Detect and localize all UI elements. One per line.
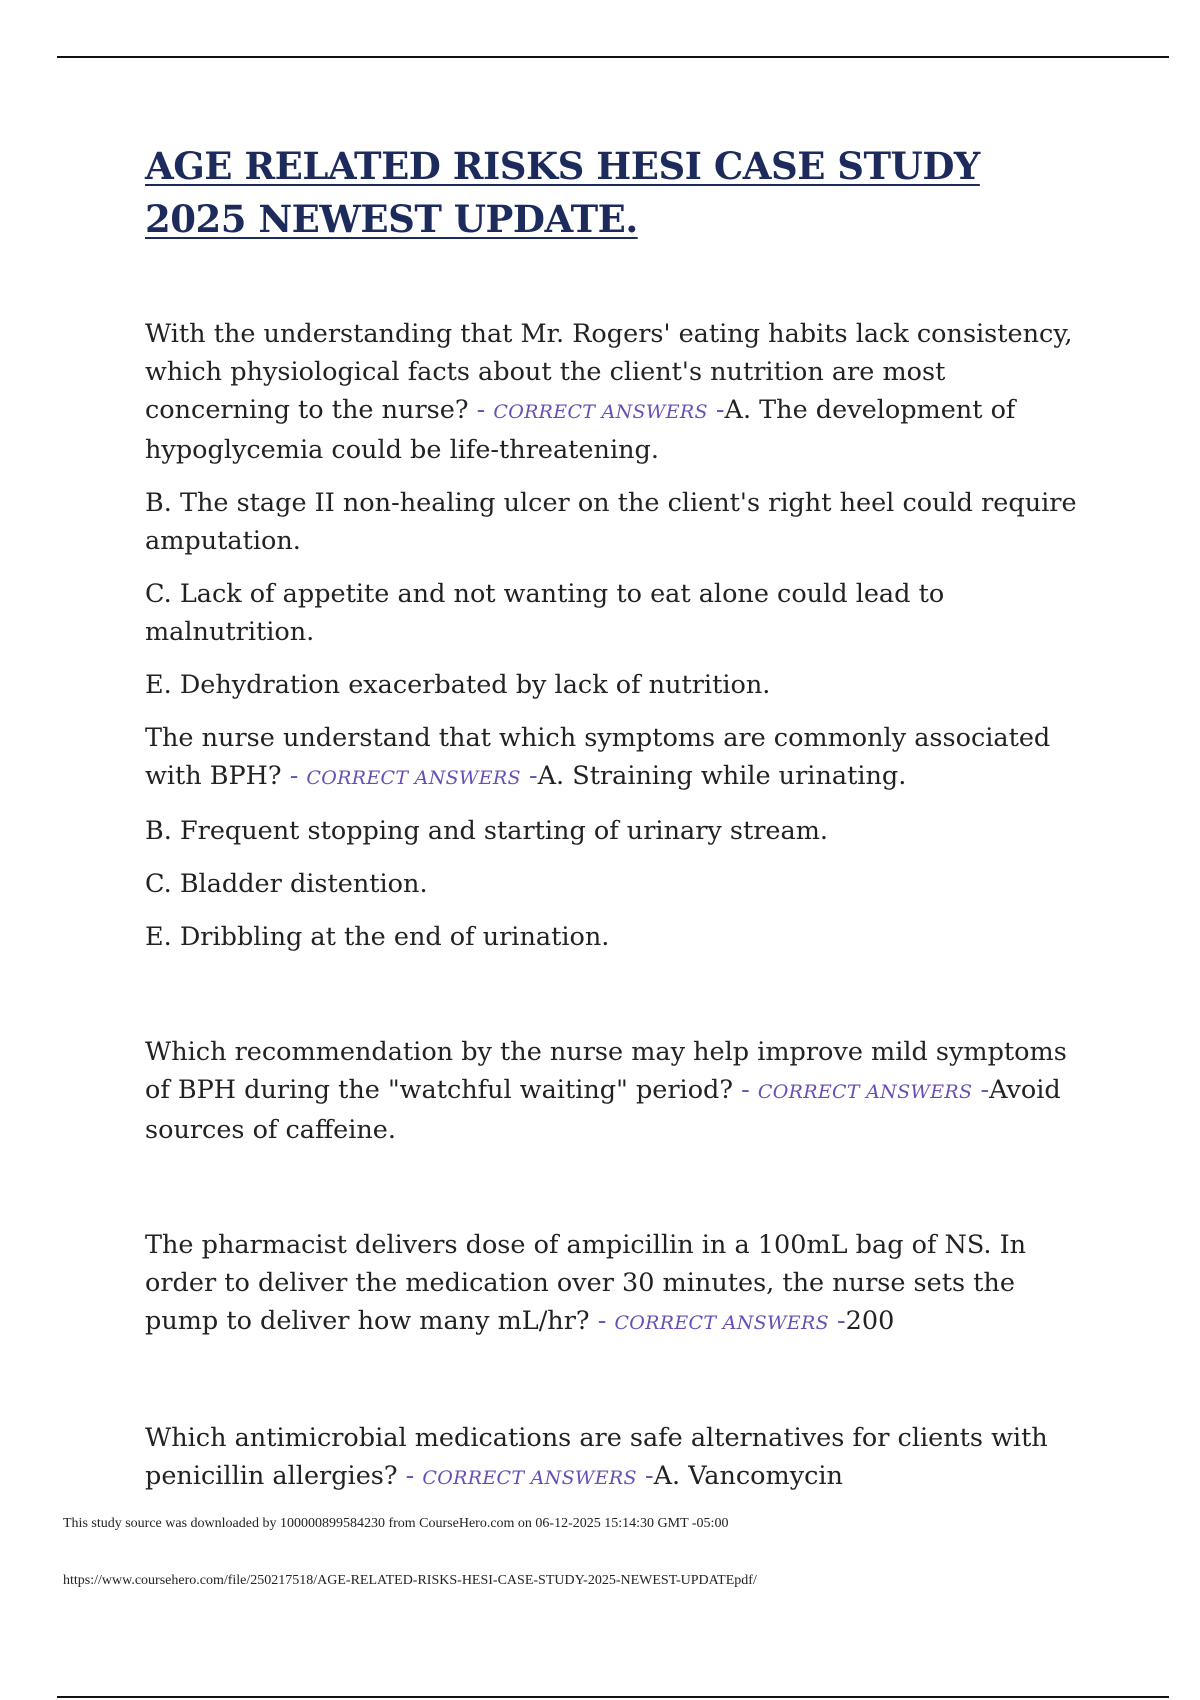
question-text: The nurse understand that which symptoms are commonly associated with BPH? (145, 723, 1051, 791)
answer-text: A. Vancomycin (653, 1461, 843, 1491)
answer-text: A. Straining while urinating. (537, 761, 907, 791)
correct-answers-marker: CORRECT ANSWERS (306, 767, 521, 789)
answer-option: C. Bladder distention. (145, 869, 428, 899)
answer-option: B. The stage II non-healing ulcer on the client's right heel could require amputation. (145, 488, 1077, 556)
question-2: The nurse understand that which symptoms are commonly associated with BPH? - CORRECT ANSWERS -A. Straining while urinating. (145, 723, 1051, 791)
correct-answers-marker: CORRECT ANSWERS (422, 1467, 637, 1489)
answer-text: A. The development of hypoglycemia could be life-threatening. (145, 395, 1016, 465)
answer-option: E. Dehydration exacerbated by lack of nutrition. (145, 670, 771, 700)
document-body (145, 315, 1095, 1497)
question-3: Which recommendation by the nurse may help improve mild symptoms of BPH during the "watchful waiting" period? - CORRECT ANSWERS -Avoid sources of caffeine. (145, 1037, 1067, 1145)
question-text: Which antimicrobial medications are safe alternatives for clients with penicillin allergies? (145, 1423, 1048, 1491)
question-text: Which recommendation by the nurse may help improve mild symptoms of BPH during the "watchful waiting" period? (145, 1037, 1067, 1105)
top-rule (57, 56, 1169, 58)
answer-text: Avoid sources of caffeine. (145, 1075, 1061, 1145)
correct-answers-marker: CORRECT ANSWERS (757, 1081, 973, 1103)
correct-answers-marker: CORRECT ANSWERS (614, 1312, 829, 1334)
download-notice: This study source was downloaded by 100000899584230 from CourseHero.com on 06-12-2025 15:14:30 GMT -05:00 (63, 1516, 729, 1531)
source-url[interactable]: https://www.coursehero.com/file/250217518/AGE-RELATED-RISKS-HESI-CASE-STUDY-2025-NEWEST-UPDATEpdf/ (63, 1573, 757, 1588)
answer-text: 200 (845, 1306, 895, 1336)
question-text: The pharmacist delivers dose of ampicillin in a 100mL bag of NS. In order to deliver the medication over 30 minutes, the nurse sets the pump to deliver how many mL/hr? (145, 1230, 1027, 1336)
question-4: The pharmacist delivers dose of ampicillin in a 100mL bag of NS. In order to deliver the medication over 30 minutes, the nurse sets the pump to deliver how many mL/hr? - CORRECT ANSWERS -200 (145, 1230, 1027, 1336)
answer-option: C. Lack of appetite and not wanting to eat alone could lead to malnutrition. (145, 579, 945, 647)
correct-answers-marker: CORRECT ANSWERS (493, 401, 708, 423)
question-5: Which antimicrobial medications are safe alternatives for clients with penicillin allergies? - CORRECT ANSWERS -A. Vancomycin (145, 1423, 1048, 1491)
question-text: With the understanding that Mr. Rogers' eating habits lack consistency, which physiological facts about the client's nutrition are most concerning to the nurse? (145, 319, 1073, 425)
question-1: With the understanding that Mr. Rogers' eating habits lack consistency, which physiological facts about the client's nutrition are most concerning to the nurse? - CORRECT ANSWERS -A. The development of hypoglycemia could be life-threatening. (145, 319, 1073, 465)
answer-option: B. Frequent stopping and starting of urinary stream. (145, 816, 829, 846)
answer-option: E. Dribbling at the end of urination. (145, 922, 610, 952)
document-title: AGE RELATED RISKS HESI CASE STUDY 2025 NEWEST UPDATE. (145, 144, 980, 241)
bottom-rule (57, 1696, 1169, 1698)
